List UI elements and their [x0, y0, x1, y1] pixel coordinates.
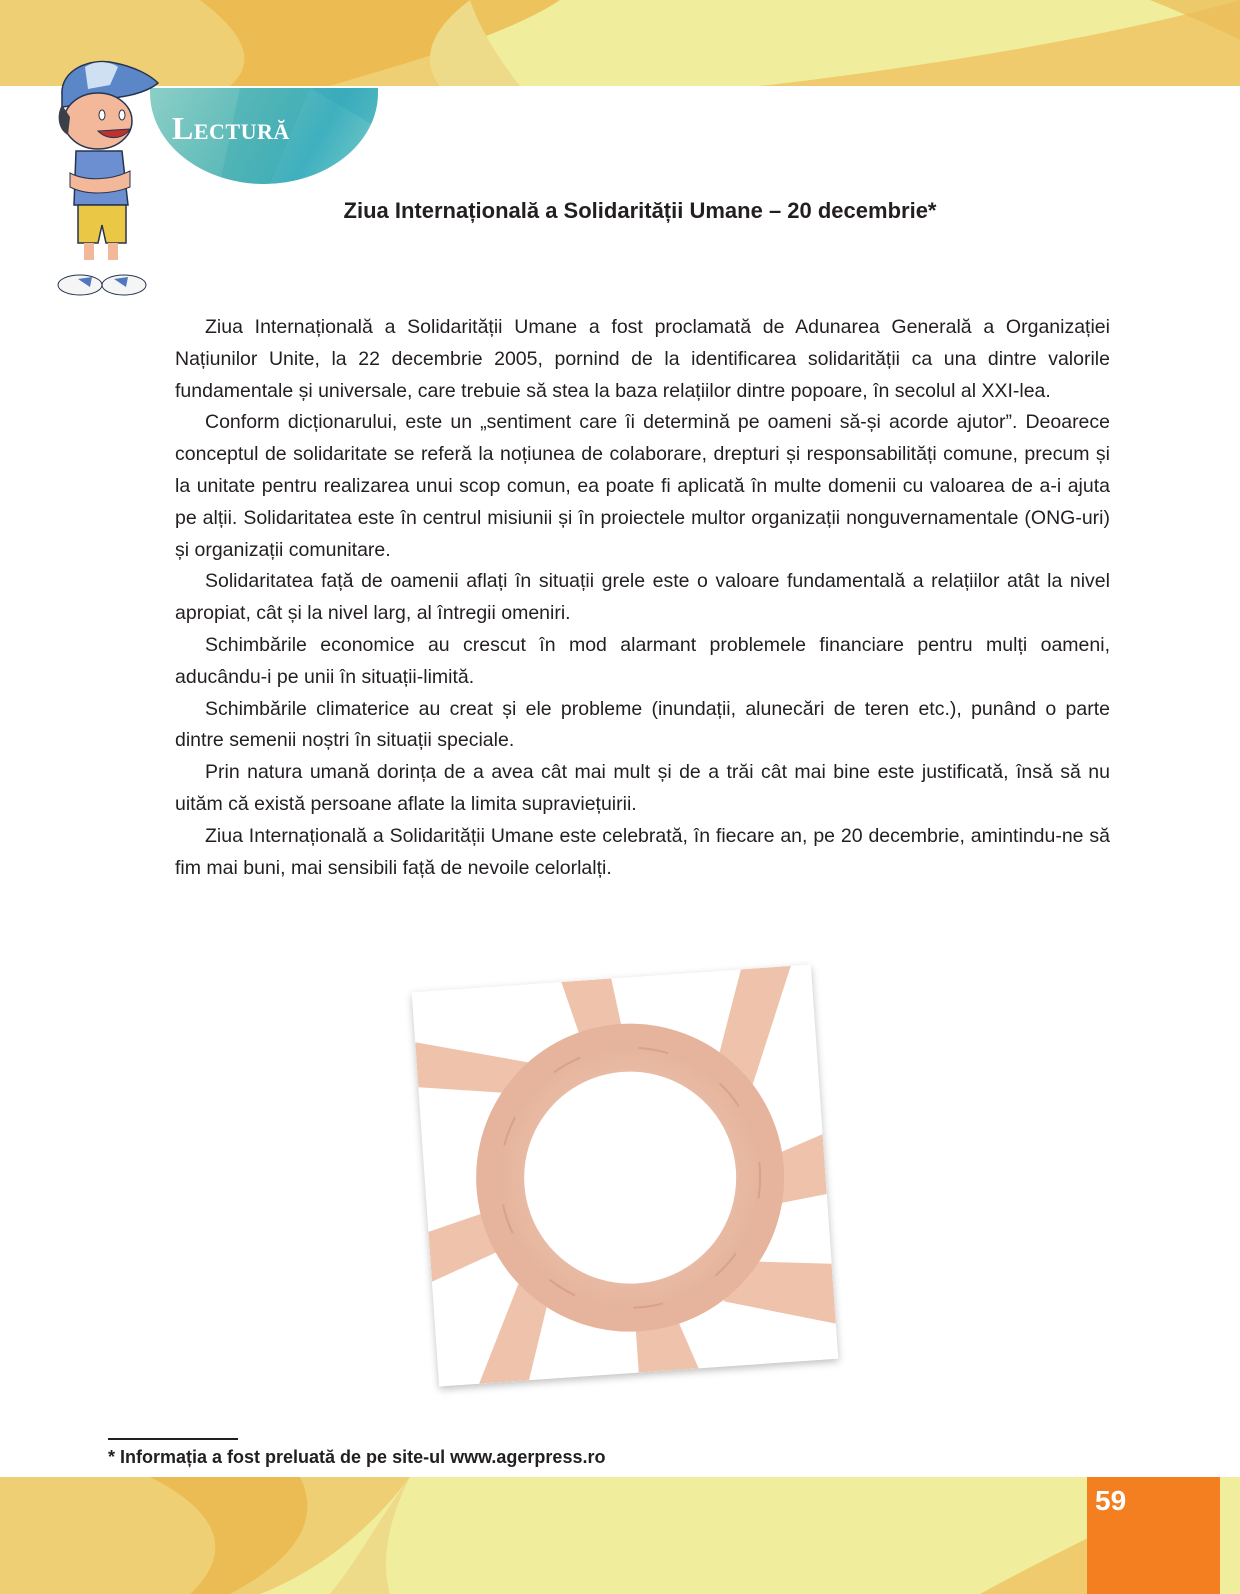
footer-decorative-band — [0, 1477, 1240, 1594]
wave-pattern-top — [0, 0, 1240, 86]
paragraph: Schimbările climaterice au creat și ele probleme (inundații, alunecări de teren etc.), punând o parte dintre semenii noștri în situații speciale. — [175, 697, 1110, 752]
page-number: 59 — [1095, 1485, 1127, 1516]
paragraph: Conform dicționarului, este un „sentiment care îi determină pe oameni să-și acorde ajutor”. Deoarece conceptul de solidaritate se referă la noțiunea de colaborare, drepturi și responsabilități comune, precum și la unitate pentru realizarea unui scop comun, ea poate fi aplicată în multe domenii cu valoarea de a-i ajuta pe alții. Solidaritatea este în centrul misiunii și în proiectele multor organizații nonguvernamentale (ONG-uri) și organizații comunitare. — [175, 411, 1110, 561]
paragraph: Schimbările economice au crescut în mod alarmant problemele financiare pentru mulți oameni, aducându-i pe unii în situații-limită. — [175, 633, 1110, 688]
hands-circle-illustration — [412, 965, 839, 1387]
hands-circle-photo — [412, 965, 839, 1387]
wave-pattern-bottom — [0, 1477, 1240, 1594]
paragraph: Ziua Internațională a Solidarității Umane a fost proclamată de Adunarea Generală a Organizației Națiunilor Unite, la 22 decembrie 2005, pornind de la identificarea solidarității ca una dintre valorile fundamentale și universale, care trebuie să stea la baza relațiilor dintre popoare, în secolul al XXI-lea. — [175, 316, 1110, 402]
boy-mascot-illustration — [40, 55, 160, 305]
header-decorative-band — [0, 0, 1240, 86]
article-body — [175, 312, 1110, 884]
paragraph: Prin natura umană dorința de a avea cât mai mult și de a trăi cât mai bine este justificată, însă să nu uităm că există persoane aflate la limita supraviețuirii. — [175, 761, 1110, 815]
paragraph: Solidaritatea față de oamenii aflați în situații grele este o valoare fundamentală a relațiilor atât la nivel apropiat, cât și la nivel larg, al întregii omeniri. — [175, 570, 1110, 625]
footnote-divider — [108, 1438, 238, 1440]
article-title: Ziua Internațională a Solidarității Umane – 20 decembrie* — [343, 198, 937, 223]
page-number-box — [1087, 1477, 1220, 1594]
section-badge — [150, 88, 378, 184]
section-label: Lectură — [172, 110, 290, 146]
footnote-text: * Informația a fost preluată de pe site-ul www.agerpress.ro — [108, 1447, 606, 1467]
paragraph: Ziua Internațională a Solidarității Umane este celebrată, în fiecare an, pe 20 decembrie, amintindu-ne să fim mai buni, mai sensibili față de nevoile celorlalți. — [175, 824, 1110, 879]
